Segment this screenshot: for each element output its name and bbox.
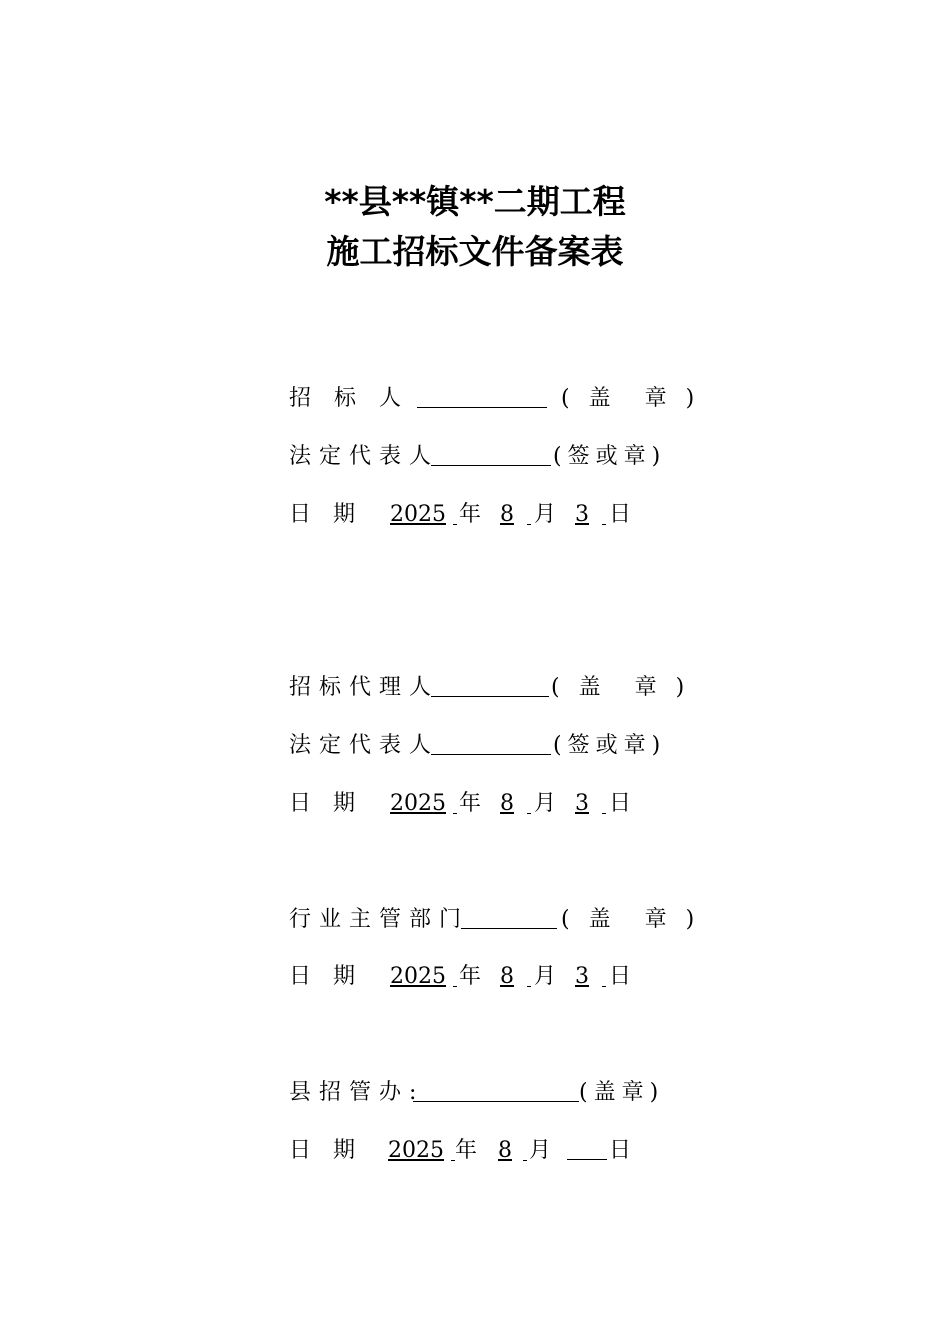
office-signature-line[interactable] xyxy=(413,1078,579,1102)
legal-rep-seal-note: (签或章) xyxy=(553,733,667,758)
month-unit: 月 xyxy=(529,1138,552,1163)
agent-signature-line[interactable] xyxy=(431,673,549,697)
day-unit: 日 xyxy=(609,791,632,816)
date-day[interactable]: 3 xyxy=(575,964,589,989)
page-title-line2: 施工招标文件备案表 xyxy=(326,232,624,271)
date-gap xyxy=(602,500,606,525)
agent-label: 招标代理人 xyxy=(289,675,440,700)
date-label: 日 期 xyxy=(289,502,356,527)
date-year[interactable]: 2025 xyxy=(390,964,446,989)
dept-label: 行业主管部门 xyxy=(289,907,470,932)
date-gap xyxy=(527,962,531,987)
page-title-line1: **县**镇**二期工程 xyxy=(324,182,626,221)
date-label: 日 期 xyxy=(289,791,356,816)
year-unit: 年 xyxy=(459,502,482,527)
day-unit: 日 xyxy=(609,964,632,989)
dept-signature-line[interactable] xyxy=(461,905,557,929)
date-year[interactable]: 2025 xyxy=(390,502,446,527)
year-unit: 年 xyxy=(459,791,482,816)
date-gap xyxy=(453,500,457,525)
office-seal-note: (盖章) xyxy=(579,1080,665,1105)
day-unit: 日 xyxy=(609,502,632,527)
date-day[interactable]: 3 xyxy=(575,791,589,816)
date-gap xyxy=(527,789,531,814)
legal-rep-signature-line[interactable] xyxy=(431,442,551,466)
date-month[interactable]: 8 xyxy=(498,1138,512,1163)
legal-rep-seal-note: (签或章) xyxy=(553,444,667,469)
date-day[interactable]: 3 xyxy=(575,502,589,527)
date-gap xyxy=(527,500,531,525)
date-year[interactable]: 2025 xyxy=(388,1138,444,1163)
legal-rep-label: 法定代表人 xyxy=(289,733,440,758)
tenderer-signature-line[interactable] xyxy=(417,384,547,408)
day-unit: 日 xyxy=(609,1138,632,1163)
date-gap xyxy=(602,962,606,987)
date-gap xyxy=(602,789,606,814)
date-label: 日 期 xyxy=(289,964,356,989)
date-year[interactable]: 2025 xyxy=(390,791,446,816)
date-gap xyxy=(453,962,457,987)
legal-rep-label: 法定代表人 xyxy=(289,444,440,469)
date-month[interactable]: 8 xyxy=(500,964,514,989)
date-gap xyxy=(523,1136,527,1161)
date-day-blank[interactable] xyxy=(567,1136,607,1160)
agent-seal-note: ( 盖 章 ) xyxy=(551,675,691,700)
dept-seal-note: ( 盖 章 ) xyxy=(561,907,701,932)
date-label: 日 期 xyxy=(289,1138,356,1163)
year-unit: 年 xyxy=(459,964,482,989)
month-unit: 月 xyxy=(534,502,557,527)
tenderer-label: 招 标 人 xyxy=(289,386,409,411)
year-unit: 年 xyxy=(455,1138,478,1163)
date-gap xyxy=(453,789,457,814)
month-unit: 月 xyxy=(534,964,557,989)
date-month[interactable]: 8 xyxy=(500,791,514,816)
office-label: 县招管办: xyxy=(289,1080,425,1105)
legal-rep-signature-line[interactable] xyxy=(431,731,551,755)
date-month[interactable]: 8 xyxy=(500,502,514,527)
month-unit: 月 xyxy=(534,791,557,816)
tenderer-seal-note: ( 盖 章 ) xyxy=(561,386,701,411)
